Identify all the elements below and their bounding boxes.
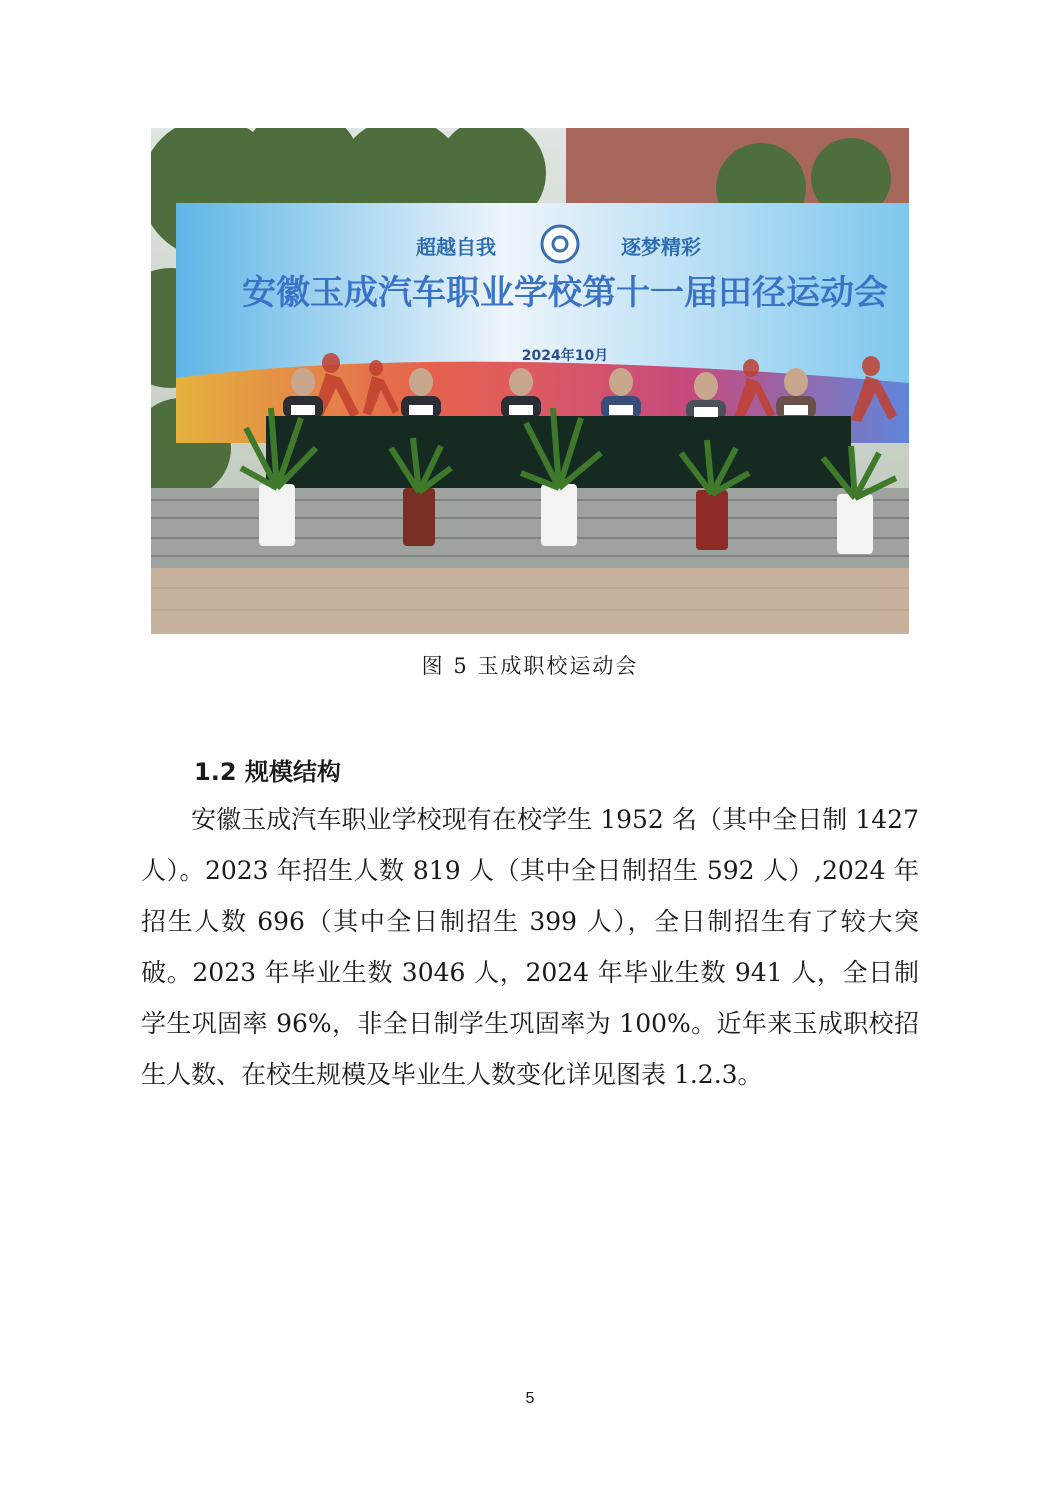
- section-heading: 1.2 规模结构: [194, 758, 341, 786]
- body-paragraph: 安徽玉成汽车职业学校现有在校学生 1952 名（其中全日制 1427 人）。2023 年招生人数 819 人（其中全日制招生 592 人）,2024 年招生人数 696（其中全日制招生 399 人），全日制招生有了较大突破。2023 年毕业生数 3046 人，2024 年毕业生数 941 人，全日制学生巩固率 96%，非全日制学生巩固率为 100%。近年来玉成职校招生人数、在校生规模及毕业生人数变化详见图表 1.2.3。: [141, 805, 919, 1089]
- sports-meet-photo: [151, 128, 909, 634]
- page-number: 5: [525, 1390, 535, 1407]
- banner-title: 安徽玉成汽车职业学校第十一届田径运动会: [242, 273, 888, 313]
- figure-caption: 图 5 玉成职校运动会: [421, 654, 639, 678]
- banner-date: 2024年10月: [521, 348, 609, 364]
- banner-slogan-left: 超越自我: [416, 235, 496, 259]
- banner-slogan-right: 逐梦精彩: [621, 235, 701, 259]
- section-body: [141, 794, 919, 1100]
